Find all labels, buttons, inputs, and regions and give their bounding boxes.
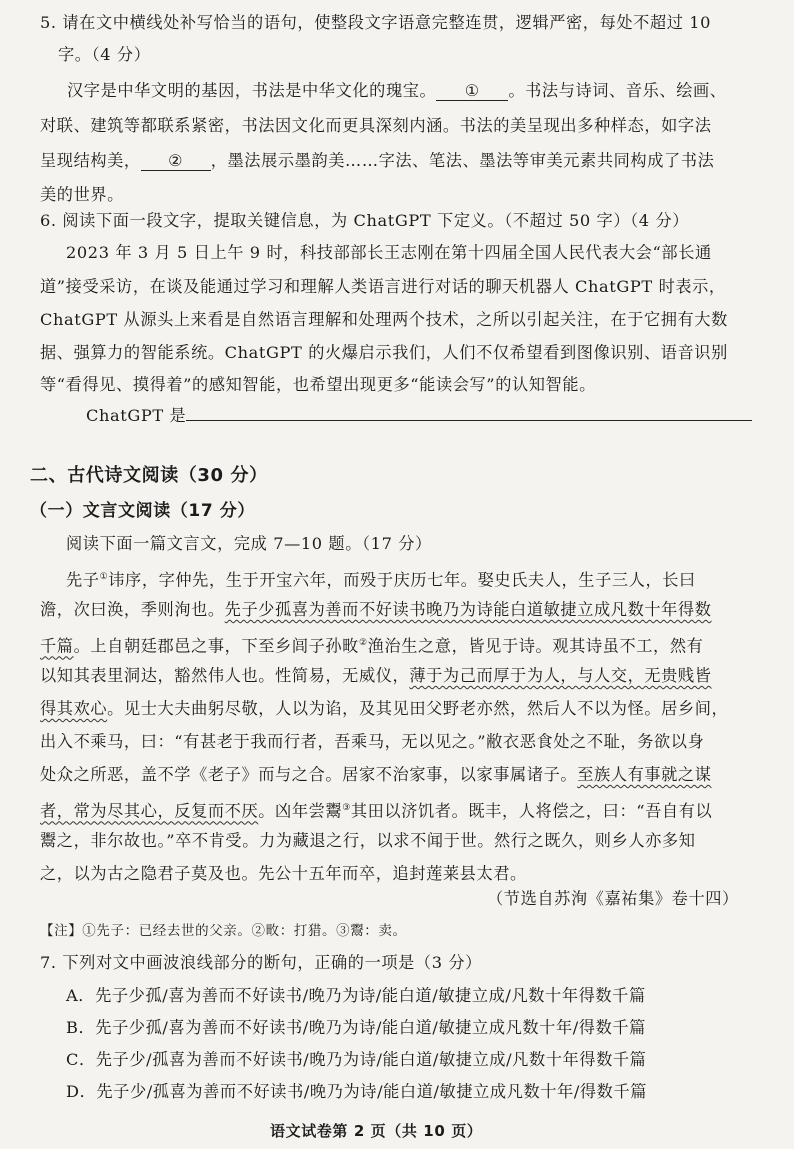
q5-text: 呈现结构美， [40,151,141,170]
passage-line5 [40,698,728,720]
q5-para-line4: 美的世界。 [40,185,124,204]
passage-text: 先子 [66,570,100,590]
passage-text: 其田以济饥者。既丰，人将偿之，曰：“吾自有以 [350,801,713,821]
passage-line2 [40,599,712,621]
q6-para-line2: 道”接受采访，在谈及能通过学习和理解人类语言进行对话的聊天机器人 ChatGPT 时表示， [40,277,726,296]
q5-blank-2: ② [141,152,211,171]
passage-text: 渔治生之意，皆见于诗。观其诗虽不工，然有 [367,636,704,656]
q5-para-line1 [67,80,727,102]
passage-text: 处众之所恶，盖不学《老子》而与之合。居家不治家事，以家事属诸子。 [40,765,578,784]
q6-para-line4: 据、强算力的智能系统。ChatGPT 的火爆启示我们，人们不仅希望看到图像识别、语音识别 [40,343,728,362]
q7-option-c[interactable]: C．先子少/孤喜为善而不好读书/晚乃为诗/能白道/敏捷立成/凡数十年得数千篇 [66,1050,647,1069]
passage-text: 讳序，字仲先，生于开宝六年，而殁于庆历七年。娶史氏夫人，生子三人，长曰 [108,570,696,590]
passage-text: 。见士大夫曲躬尽敬，人以为谄，及其见田父野老亦然，然后人不以为怪。居乡间， [107,699,729,718]
q6-answer-prefix: ChatGPT 是 [86,406,187,425]
passage-line7 [40,764,712,786]
passage-line3 [40,632,703,657]
passage-text: 以知其表里洞达，豁然伟人也。性简易，无威仪， [40,666,410,685]
q6-para-line3: ChatGPT 从源头上来看是自然语言理解和处理两个技术，之所以引起关注，在于它拥有大数 [40,310,728,329]
q5-text: ，墨法展示墨韵美……字法、笔法、墨法等审美元素共同构成了书法 [210,151,715,170]
q7-option-b[interactable]: B．先子少孤/喜为善而不好读书/晚乃为诗/能白道/敏捷立成凡数十年/得数千篇 [66,1018,646,1037]
footnote-marker-1: ① [99,572,109,582]
q6-answer-line [86,404,752,427]
passage-intro: 阅读下面一篇文言文，完成 7—10 题。（17 分） [66,534,432,553]
q6-answer-blank[interactable] [186,404,752,421]
passage-line4 [40,665,712,687]
underlined-text: 者，常为尽其心，反复而不厌 [40,801,259,821]
passage-line9: 鬻之，非尔故也。”卒不肯受。力为藏退之行，以求不闻于世。然行之既久，则乡人亦多知 [40,831,696,850]
wavy-underlined-text: 先子少孤喜为善而不好读书晚乃为诗能白道敏捷立成凡数十年得数 [224,600,712,619]
q5-stem-line1: 5. 请在文中横线处补写恰当的语句，使整段文字语意完整连贯，逻辑严密，每处不超过 10 [40,13,712,32]
section2-subtitle: （一）文言文阅读（17 分） [30,501,255,521]
passage-text: 。凶年尝鬻 [258,801,343,821]
passage-source: （节选自苏洵《嘉祐集》卷十四） [487,889,739,908]
q5-text: 汉字是中华文明的基因，书法是中华文化的瑰宝。 [67,81,437,100]
q5-blank-1: ① [436,82,508,101]
passage-line8 [40,797,712,822]
footnote-marker-2: ② [358,638,368,648]
q6-para-line1: 2023 年 3 月 5 日上午 9 时，科技部部长王志刚在第十四届全国人民代表大会“部长通 [66,243,712,262]
passage-text: 。上自朝廷郡邑之事，下至乡闾子孙畋 [73,636,359,656]
q6-para-line5: 等“看得见、摸得着”的感知智能，也希望出现更多“能读会写”的认知智能。 [40,375,596,394]
q7-stem: 7. 下列对文中画波浪线部分的断句，正确的一项是（3 分） [40,953,482,972]
q7-option-d[interactable]: D．先子少/孤喜为善而不好读书/晚乃为诗/能白道/敏捷立成凡数十年/得数千篇 [66,1082,648,1101]
underlined-text: 至族人有事就之谋 [577,765,712,784]
page-footer: 语文试卷第 2 页（共 10 页） [270,1122,483,1140]
passage-line1 [66,566,696,591]
footnote: 【注】①先子：已经去世的父亲。②畋：打猎。③鬻：卖。 [40,923,407,939]
q7-option-a[interactable]: A．先子少孤/喜为善而不好读书/晚乃为诗/能白道/敏捷立成/凡数十年得数千篇 [66,986,646,1005]
passage-line10: 之，以为古之隐君子莫及也。先公十五年而卒，追封莲莱县太君。 [40,864,527,883]
q5-para-line2: 对联、建筑等都联系紧密，书法因文化而更具深刻内涵。书法的美呈现出多种样态，如字法 [40,116,712,135]
passage-line6: 出入不乘马，曰：“有甚老于我而行者，吾乘马，无以见之。”敝衣恶食处之不耻，务欲以身 [40,732,705,751]
q5-para-line3 [40,150,714,172]
underlined-text: 得其欢心 [40,699,108,718]
section2-title: 二、古代诗文阅读（30 分） [30,465,268,486]
wavy-underlined-text: 千篇 [40,636,74,656]
q5-stem-line2: 字。（4 分） [58,45,151,64]
passage-text: 澹，次曰涣，季则洵也。 [40,600,225,619]
underlined-text: 薄于为己而厚于为人，与人交，无贵贱皆 [409,666,712,685]
footnote-marker-3: ③ [342,803,351,813]
q5-text: 。书法与诗词、音乐、绘画、 [508,81,727,100]
q6-stem: 6. 阅读下面一段文字，提取关键信息，为 ChatGPT 下定义。（不超过 50 字）（4 分） [40,211,690,230]
